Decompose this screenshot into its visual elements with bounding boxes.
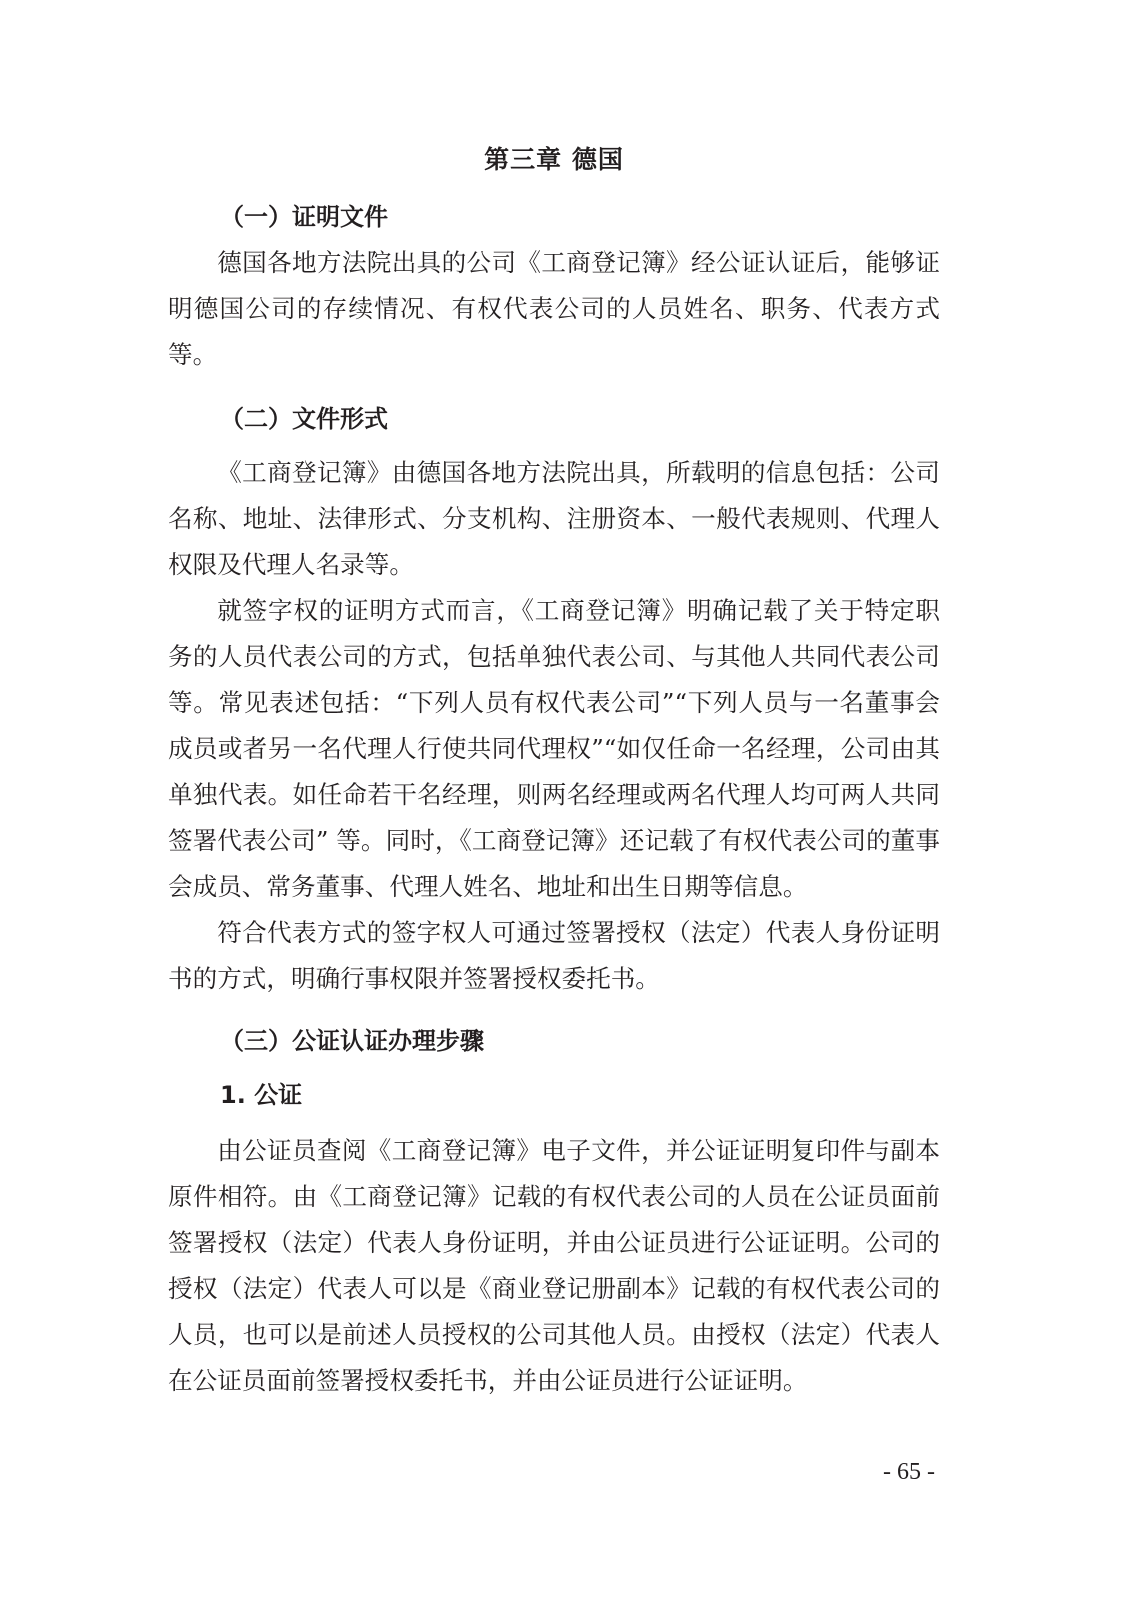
paragraph: 由公证员查阅《工商登记簿》电子文件，并公证证明复印件与副本原件相符。由《工商登记簿》记载的有权代表公司的人员在公证员面前签署授权（法定）代表人身份证明，并由公证员进行公证证明。公司的授权（法定）代表人可以是《商业登记册副本》记载的有权代表公司的人员，也可以是前述人员授权的公司其他人员。由授权（法定）代表人在公证员面前签署授权委托书，并由公证员进行公证证明。 (168, 1136, 940, 1395)
section-heading-proof-documents: （一）证明文件 (220, 203, 388, 231)
page-content (168, 140, 940, 1404)
subsection-heading-notarization: 1. 公证 (220, 1081, 303, 1109)
paragraph: 符合代表方式的签字权人可通过签署授权（法定）代表人身份证明书的方式，明确行事权限并签署授权委托书。 (168, 918, 940, 993)
paragraph: 德国各地方法院出具的公司《工商登记簿》经公证认证后，能够证明德国公司的存续情况、有权代表公司的人员姓名、职务、代表方式等。 (168, 248, 940, 369)
paragraph: 就签字权的证明方式而言，《工商登记簿》明确记载了关于特定职务的人员代表公司的方式，包括单独代表公司、与其他人共同代表公司等。常见表述包括：“下列人员有权代表公司”“下列人员与一名董事会成员或者另一名代理人行使共同代理权”“如仅任命一名经理，公司由其单独代表。如任命若干名经理，则两名经理或两名代理人均可两人共同签署代表公司” 等。同时，《工商登记簿》还记载了有权代表公司的董事会成员、常务董事、代理人姓名、地址和出生日期等信息。 (168, 596, 940, 901)
chapter-title: 第三章 德国 (484, 145, 624, 174)
section-heading-procedure-steps: （三）公证认证办理步骤 (220, 1027, 484, 1055)
paragraph: 《工商登记簿》由德国各地方法院出具，所载明的信息包括：公司名称、地址、法律形式、分支机构、注册资本、一般代表规则、代理人权限及代理人名录等。 (168, 458, 940, 579)
section-heading-document-form: （二）文件形式 (220, 405, 388, 433)
page-number: - 65 - (883, 1459, 935, 1485)
